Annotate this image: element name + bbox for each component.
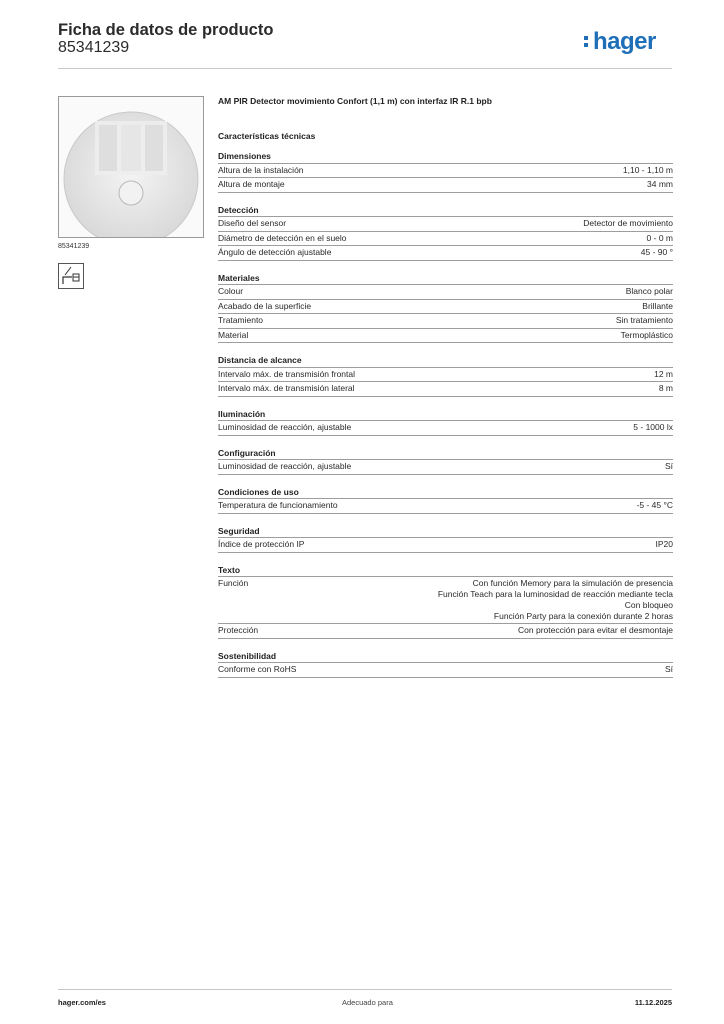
spec-value: Brillante bbox=[642, 300, 673, 311]
spec-label: Intervalo máx. de transmisión frontal bbox=[218, 368, 356, 379]
spec-row bbox=[218, 231, 673, 246]
spec-value: -5 - 45 °C bbox=[636, 500, 673, 510]
spec-value: 8 m bbox=[658, 383, 673, 393]
spec-row bbox=[218, 459, 673, 475]
spec-row bbox=[218, 245, 673, 261]
section-title: Configuración bbox=[218, 447, 276, 458]
spec-row bbox=[218, 177, 673, 193]
spec-label: Intervalo máx. de transmisión lateral bbox=[218, 383, 355, 393]
spec-label: Conforme con RoHS bbox=[218, 664, 297, 674]
spec-value: Termoplástico bbox=[620, 329, 673, 340]
spec-value: Sí bbox=[664, 461, 673, 471]
spec-row bbox=[218, 163, 673, 178]
spec-row bbox=[218, 662, 673, 678]
spec-label: Protección bbox=[218, 625, 259, 635]
spec-label: Tratamiento bbox=[218, 315, 264, 325]
spec-row bbox=[218, 367, 673, 382]
brand-name: hager bbox=[593, 28, 656, 55]
spec-label: Índice de protección IP bbox=[218, 539, 305, 549]
section-texto bbox=[218, 564, 673, 639]
spec-row bbox=[218, 623, 673, 639]
header-divider bbox=[58, 68, 672, 69]
spec-row bbox=[218, 313, 673, 328]
section-deteccion bbox=[218, 204, 673, 261]
spec-label: Acabado de la superficie bbox=[218, 300, 312, 311]
spec-label: Ángulo de detección ajustable bbox=[218, 247, 332, 257]
product-image bbox=[58, 96, 204, 238]
logo-dots-icon bbox=[584, 36, 588, 50]
spec-value: 0 - 0 m bbox=[646, 232, 673, 243]
section-title: Distancia de alcance bbox=[218, 355, 302, 365]
spec-label: Luminosidad de reacción, ajustable bbox=[218, 422, 352, 432]
motion-detector-icon bbox=[59, 97, 203, 237]
spec-label: Luminosidad de reacción, ajustable bbox=[218, 461, 352, 471]
spec-value: 1,10 - 1,10 m bbox=[622, 164, 673, 175]
spec-label: Colour bbox=[218, 286, 244, 296]
spec-label: Material bbox=[218, 329, 249, 340]
image-caption: 85341239 bbox=[58, 243, 90, 250]
section-distancia bbox=[218, 354, 673, 397]
tech-heading: Características técnicas bbox=[218, 131, 316, 141]
spec-value: 5 - 1000 lx bbox=[633, 422, 673, 432]
section-title: Dimensiones bbox=[218, 151, 271, 161]
footer-date: 11.12.2025 bbox=[634, 998, 672, 1007]
spec-row bbox=[218, 299, 673, 314]
hager-logo[interactable] bbox=[593, 27, 656, 57]
spec-sections bbox=[218, 150, 673, 689]
section-title: Materiales bbox=[218, 272, 260, 283]
spec-row bbox=[218, 328, 673, 344]
spec-value: Función Teach para la luminosidad de reacción mediante tecla bbox=[437, 589, 673, 599]
section-condiciones bbox=[218, 486, 673, 514]
spec-row bbox=[218, 381, 673, 397]
spec-row bbox=[218, 576, 673, 623]
spec-value: Función Party para la conexión durante 2 horas bbox=[493, 611, 673, 621]
spec-row bbox=[218, 216, 673, 231]
footer-site-link[interactable]: hager.com/es bbox=[58, 998, 106, 1007]
spec-row bbox=[218, 420, 673, 436]
spec-label: Diámetro de detección en el suelo bbox=[218, 232, 347, 243]
page-title: Ficha de datos de producto bbox=[58, 21, 274, 39]
spec-value-list bbox=[438, 577, 673, 623]
section-sostenibilidad bbox=[218, 650, 673, 678]
spec-row bbox=[218, 537, 673, 553]
section-title: Condiciones de uso bbox=[218, 486, 299, 497]
spec-value: 34 mm bbox=[647, 179, 673, 189]
spec-row bbox=[218, 498, 673, 514]
section-title: Iluminación bbox=[218, 408, 266, 419]
spec-label: Temperatura de funcionamiento bbox=[218, 500, 338, 510]
spec-value: IP20 bbox=[655, 539, 673, 549]
spec-label: Altura de la instalación bbox=[218, 164, 304, 175]
section-title: Sostenibilidad bbox=[218, 650, 277, 661]
spec-label: Altura de montaje bbox=[218, 179, 285, 189]
spec-value: Con función Memory para la simulación de presencia bbox=[472, 578, 673, 588]
spec-value: Con protección para evitar el desmontaje bbox=[518, 625, 673, 635]
spec-value: Blanco polar bbox=[625, 286, 673, 296]
spec-value: 45 - 90 ° bbox=[640, 247, 673, 257]
product-code: 85341239 bbox=[58, 39, 130, 56]
footer-divider bbox=[58, 989, 672, 990]
section-seguridad bbox=[218, 525, 673, 553]
section-materiales bbox=[218, 272, 673, 344]
section-configuracion bbox=[218, 447, 673, 475]
section-dimensiones bbox=[218, 150, 673, 193]
spec-row bbox=[218, 284, 673, 299]
section-iluminacion bbox=[218, 408, 673, 436]
spec-value: Sin tratamiento bbox=[615, 315, 673, 325]
section-title: Detección bbox=[218, 204, 259, 215]
section-title: Texto bbox=[218, 564, 241, 575]
spec-label: Función bbox=[218, 578, 249, 588]
spec-value: Sí bbox=[664, 664, 673, 674]
spec-value: Con bloqueo bbox=[624, 600, 673, 610]
surface-mount-icon bbox=[58, 263, 84, 289]
product-name: AM PIR Detector movimiento Confort (1,1 m) con interfaz IR R.1 bpb bbox=[218, 96, 492, 106]
footer-note: Adecuado para bbox=[342, 998, 393, 1007]
section-title: Seguridad bbox=[218, 525, 260, 536]
spec-label: Diseño del sensor bbox=[218, 218, 287, 228]
spec-value: 12 m bbox=[654, 368, 673, 379]
spec-value: Detector de movimiento bbox=[583, 218, 673, 228]
